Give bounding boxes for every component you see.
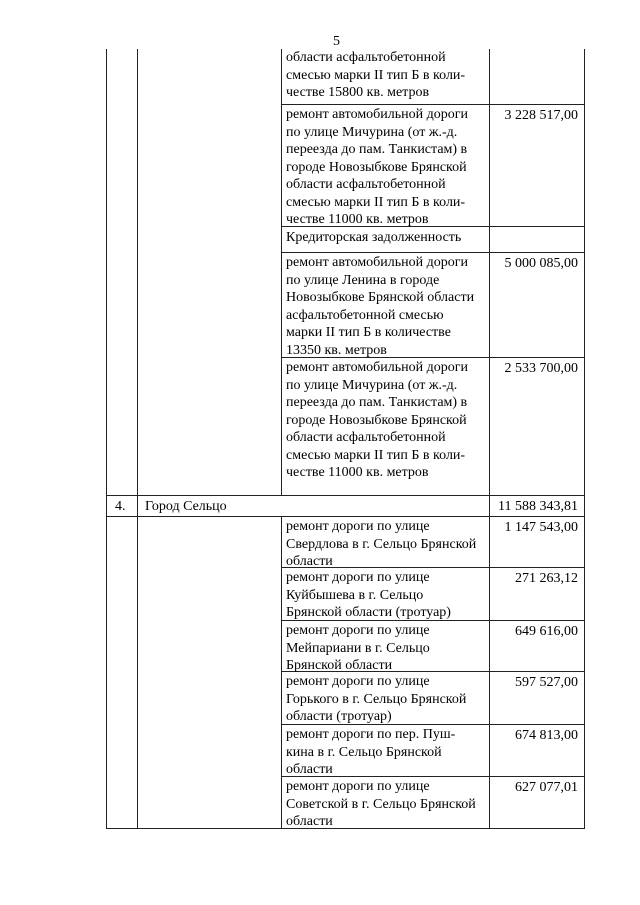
section-total: 11 588 343,81 xyxy=(498,499,578,514)
row-b-6-amount: 627 077,01 xyxy=(515,780,578,795)
page-number: 5 xyxy=(333,34,340,49)
row-b-5-description: ремонт дороги по пер. Пуш- кина в г. Сельцо Брянской области xyxy=(286,727,456,777)
row-a-4-amount: 2 533 700,00 xyxy=(504,361,578,376)
row-b-3-amount: 649 616,00 xyxy=(515,624,578,639)
row-b-4-amount: 597 527,00 xyxy=(515,675,578,690)
row-b-2-description: ремонт дороги по улице Куйбышева в г. Сельцо Брянской области (тротуар) xyxy=(286,570,451,620)
section-number: 4. xyxy=(115,499,126,514)
continued-row-description: области асфальтобетонной смесью марки II тип Б в коли- честве 15800 кв. метров xyxy=(286,50,466,100)
row-a-1-description: ремонт автомобильной дороги по улице Мичурина (от ж.-д. переезда до пам. Танкистам) в городе Новозыбкове Брянской области асфальтобетонной смесью марки II тип Б в коли- честве 11000 кв. метров xyxy=(286,107,469,227)
row-a-3-description: ремонт автомобильной дороги по улице Ленина в городе Новозыбкове Брянской области асфальтобетонной смесью марки II тип Б в количестве 13350 кв. метров xyxy=(286,255,475,358)
row-a-1-amount: 3 228 517,00 xyxy=(504,108,578,123)
row-b-6-description: ремонт дороги по улице Советской в г. Сельцо Брянской области xyxy=(286,779,476,829)
row-a-3-amount: 5 000 085,00 xyxy=(504,256,578,271)
row-b-1-amount: 1 147 543,00 xyxy=(504,520,578,535)
row-b-4-description: ремонт дороги по улице Горького в г. Сельцо Брянской области (тротуар) xyxy=(286,674,467,724)
row-b-5-amount: 674 813,00 xyxy=(515,728,578,743)
row-b-2-amount: 271 263,12 xyxy=(515,571,578,586)
row-b-1-description: ремонт дороги по улице Свердлова в г. Сельцо Брянской области xyxy=(286,519,477,569)
row-a-2-description: Кредиторская задолженность xyxy=(286,230,462,245)
row-b-3-description: ремонт дороги по улице Мейпариани в г. Сельцо Брянской области xyxy=(286,623,430,673)
section-name: Город Сельцо xyxy=(145,499,227,514)
row-a-4-description: ремонт автомобильной дороги по улице Мичурина (от ж.-д. переезда до пам. Танкистам) в городе Новозыбкове Брянской области асфальтобетонной смесью марки II тип Б в коли- честве 11000 кв. метров xyxy=(286,360,469,480)
